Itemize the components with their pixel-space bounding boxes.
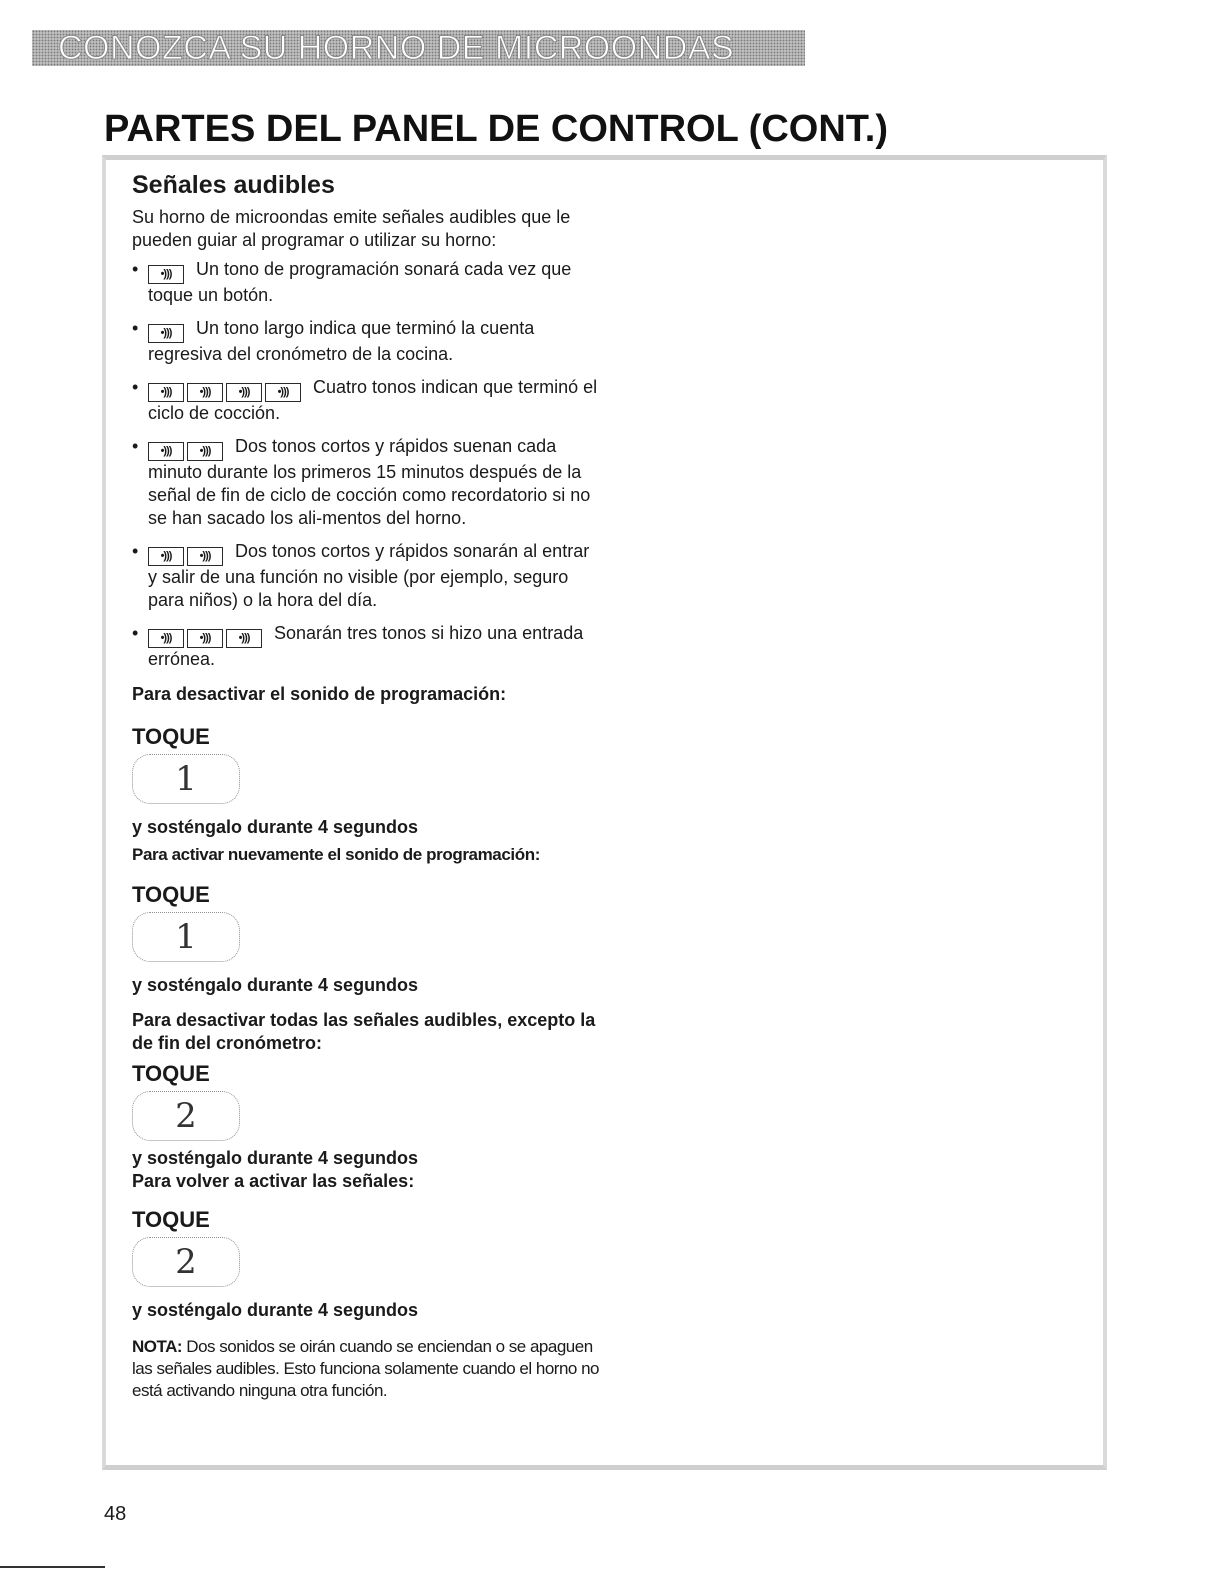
sound-tone-icon: •)))	[187, 442, 223, 461]
key-2-button: 2	[132, 1091, 240, 1141]
bullet-icon: •	[132, 436, 139, 456]
section-title: Señales audibles	[132, 171, 335, 199]
key-1-button: 1	[132, 912, 240, 962]
touch-label: TOQUE	[132, 1061, 210, 1086]
list-item	[132, 317, 602, 366]
page-title: PARTES DEL PANEL DE CONTROL (CONT.)	[104, 108, 888, 150]
content-column	[132, 170, 602, 1402]
bullet-icon: •	[132, 541, 139, 561]
step-heading-disable-all-signals: Para desactivar todas las señales audibles, excepto la de fin del cronómetro:	[132, 1010, 596, 1053]
sound-tone-icon: •)))	[187, 629, 223, 648]
list-item-text: Un tono largo indica que terminó la cuenta regresiva del cronómetro de la cocina.	[148, 318, 535, 364]
signal-list	[132, 258, 602, 671]
sound-tone-icon: •)))	[148, 324, 184, 343]
sound-tone-icon: •)))	[148, 383, 184, 402]
hold-instruction: y sosténgalo durante 4 segundos	[132, 1148, 419, 1168]
list-item-text: Un tono de programación sonará cada vez que toque un botón.	[148, 259, 572, 305]
list-item-text: Dos tonos cortos y rápidos sonarán al entrar y salir de una función no visible (por ejemplo, seguro para niños) o la hora del día.	[148, 541, 590, 610]
list-item	[132, 435, 602, 530]
hold-instruction: y sosténgalo durante 4 segundos	[132, 1300, 419, 1320]
sound-tone-icon: •)))	[226, 629, 262, 648]
bullet-icon: •	[132, 623, 139, 643]
key-2-button: 2	[132, 1237, 240, 1287]
note-label: NOTA:	[132, 1337, 183, 1356]
tone-group	[148, 318, 192, 338]
touch-label: TOQUE	[132, 1207, 210, 1232]
sound-tone-icon: •)))	[187, 547, 223, 566]
tone-group	[148, 377, 309, 397]
sound-tone-icon: •)))	[148, 265, 184, 284]
step-heading-enable-program-tone: Para activar nuevamente el sonido de programación:	[132, 845, 540, 864]
tone-group	[148, 259, 192, 279]
sound-tone-icon: •)))	[148, 547, 184, 566]
sound-tone-icon: •)))	[265, 383, 301, 402]
list-item-text: Sonarán tres tonos si hizo una entrada errónea.	[148, 623, 584, 669]
key-1-button: 1	[132, 754, 240, 804]
list-item	[132, 376, 602, 425]
bullet-icon: •	[132, 377, 139, 397]
list-item-text: Dos tonos cortos y rápidos suenan cada minuto durante los primeros 15 minutos después de la señal de fin de ciclo de cocción como recordatorio si no se han sacado los ali-mentos del horno.	[148, 436, 591, 528]
bullet-icon: •	[132, 259, 139, 279]
step-heading-disable-program-tone: Para desactivar el sonido de programación:	[132, 684, 507, 704]
list-item	[132, 258, 602, 307]
banner-text: CONOZCA SU HORNO DE MICROONDAS	[58, 29, 735, 67]
hold-instruction: y sosténgalo durante 4 segundos	[132, 975, 419, 995]
bullet-icon: •	[132, 318, 139, 338]
list-item	[132, 540, 602, 612]
sound-tone-icon: •)))	[148, 442, 184, 461]
list-item	[132, 622, 602, 671]
intro-text: Su horno de microondas emite señales audibles que le pueden guiar al programar o utilizar su horno:	[132, 207, 571, 250]
note	[132, 1336, 602, 1402]
touch-label: TOQUE	[132, 882, 210, 907]
sound-tone-icon: •)))	[187, 383, 223, 402]
page-number: 48	[104, 1503, 127, 1525]
sound-tone-icon: •)))	[148, 629, 184, 648]
list-item-text: Cuatro tonos indican que terminó el ciclo de cocción.	[148, 377, 598, 423]
tone-group	[148, 541, 231, 561]
hold-instruction: y sosténgalo durante 4 segundos	[132, 817, 419, 837]
step-heading-enable-signals: Para volver a activar las señales:	[132, 1171, 415, 1191]
sound-tone-icon: •)))	[226, 383, 262, 402]
footer-rule	[0, 1566, 105, 1568]
touch-label: TOQUE	[132, 724, 210, 749]
note-text: Dos sonidos se oirán cuando se enciendan o se apaguen las señales audibles. Esto funciona solamente cuando el horno no está activando ninguna otra función.	[132, 1337, 600, 1400]
tone-group	[148, 623, 270, 643]
tone-group	[148, 436, 231, 456]
